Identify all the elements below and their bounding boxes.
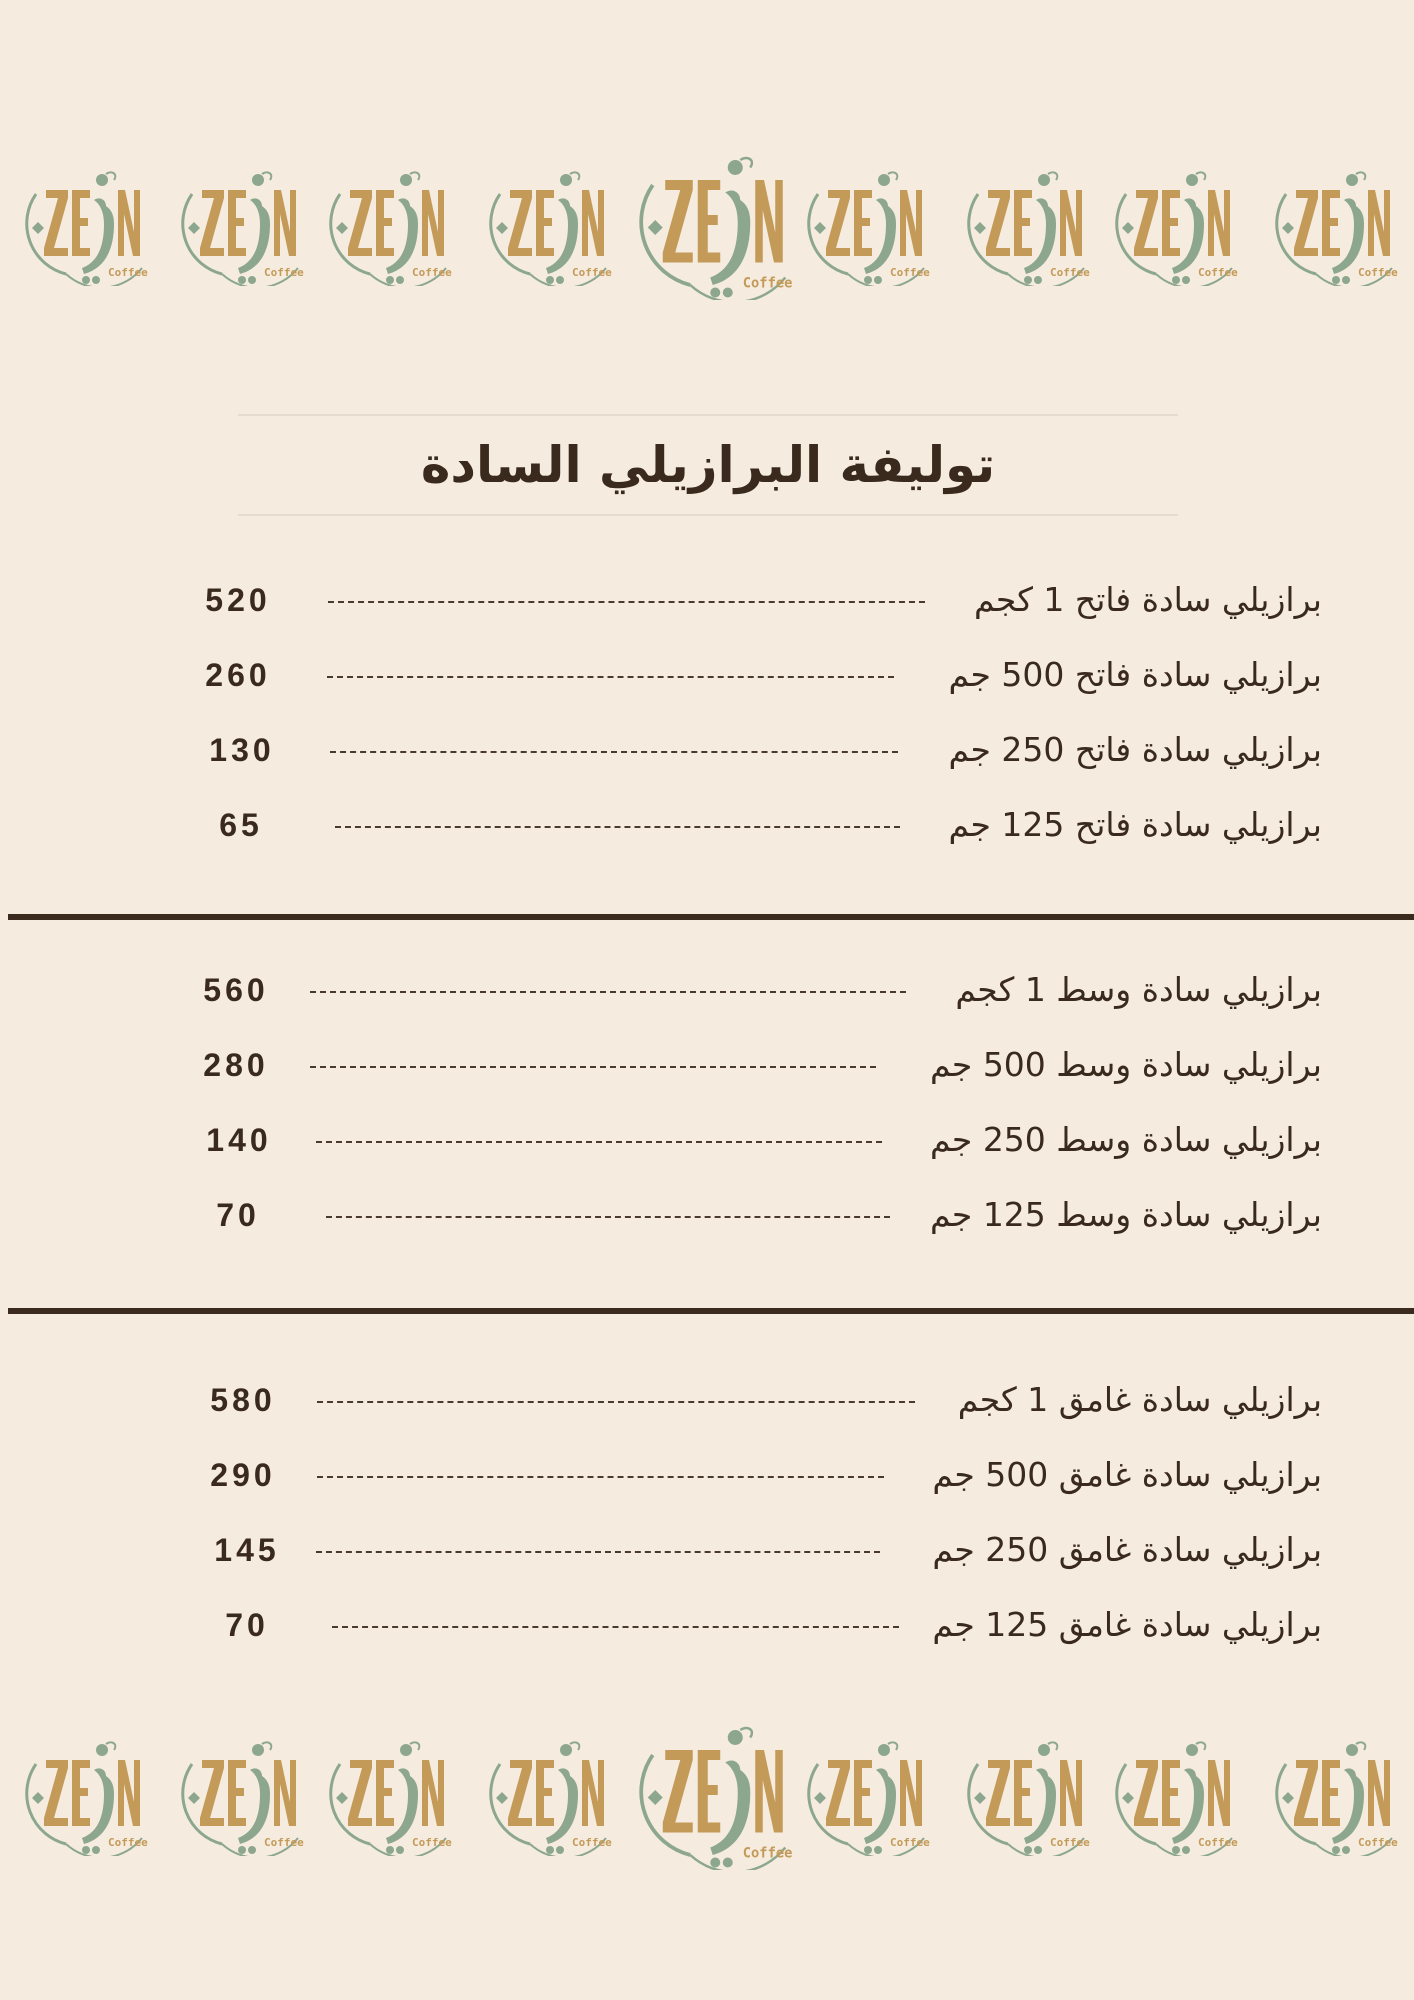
item-name: برازيلي سادة فاتح 125 جم xyxy=(948,805,1322,844)
item-name: برازيلي سادة غامق 500 جم xyxy=(932,1455,1322,1494)
item-price: 70 xyxy=(216,1197,260,1233)
svg-text:Coffee: Coffee xyxy=(1050,1836,1090,1849)
menu-row xyxy=(0,720,1414,780)
title-rule-bottom xyxy=(238,514,1178,516)
dotted-leader xyxy=(332,1626,899,1628)
item-name: برازيلي سادة غامق 125 جم xyxy=(932,1605,1322,1644)
menu-row xyxy=(0,1445,1414,1505)
svg-text:Coffee: Coffee xyxy=(1358,266,1398,279)
svg-text:Coffee: Coffee xyxy=(1198,1836,1238,1849)
item-price: 280 xyxy=(203,1047,269,1083)
zein-coffee-logo xyxy=(1272,166,1398,290)
zein-coffee-logo xyxy=(22,1736,148,1860)
item-name: برازيلي سادة فاتح 1 كجم xyxy=(973,580,1322,619)
zein-coffee-logo xyxy=(326,1736,452,1860)
dotted-leader xyxy=(310,991,906,993)
zein-coffee-logo xyxy=(804,1736,930,1860)
svg-text:Coffee: Coffee xyxy=(264,266,304,279)
item-price: 560 xyxy=(203,972,269,1008)
svg-text:Coffee: Coffee xyxy=(1050,266,1090,279)
item-name: برازيلي سادة وسط 250 جم xyxy=(929,1120,1322,1159)
svg-text:Coffee: Coffee xyxy=(108,266,148,279)
zein-coffee-logo xyxy=(804,166,930,290)
dotted-leader xyxy=(326,1216,890,1218)
svg-text:Coffee: Coffee xyxy=(572,1836,612,1849)
zein-coffee-logo xyxy=(634,1720,794,1874)
menu-row xyxy=(0,1035,1414,1095)
zein-coffee-logo xyxy=(964,166,1090,290)
svg-text:Coffee: Coffee xyxy=(412,1836,452,1849)
menu-row xyxy=(0,645,1414,705)
section-divider xyxy=(8,914,1414,920)
svg-text:Coffee: Coffee xyxy=(890,1836,930,1849)
zein-coffee-logo xyxy=(178,166,304,290)
zein-coffee-logo xyxy=(1112,1736,1238,1860)
svg-text:Coffee: Coffee xyxy=(1358,1836,1398,1849)
zein-coffee-logo xyxy=(964,1736,1090,1860)
item-price: 130 xyxy=(209,732,275,768)
zein-coffee-logo xyxy=(178,1736,304,1860)
item-name: برازيلي سادة فاتح 250 جم xyxy=(948,730,1322,769)
item-price: 520 xyxy=(205,582,271,618)
dotted-leader xyxy=(317,1401,915,1403)
zein-coffee-logo xyxy=(486,166,612,290)
dotted-leader xyxy=(310,1066,876,1068)
logo-row-bottom xyxy=(0,1730,1414,1890)
item-price: 145 xyxy=(214,1532,280,1568)
menu-row xyxy=(0,1185,1414,1245)
item-price: 290 xyxy=(210,1457,276,1493)
svg-text:Coffee: Coffee xyxy=(1198,266,1238,279)
item-name: برازيلي سادة فاتح 500 جم xyxy=(948,655,1322,694)
menu-row xyxy=(0,1370,1414,1430)
zein-coffee-logo xyxy=(1112,166,1238,290)
svg-text:Coffee: Coffee xyxy=(890,266,930,279)
menu-row xyxy=(0,795,1414,855)
item-name: برازيلي سادة وسط 500 جم xyxy=(929,1045,1322,1084)
svg-text:Coffee: Coffee xyxy=(412,266,452,279)
svg-text:Coffee: Coffee xyxy=(108,1836,148,1849)
svg-text:Coffee: Coffee xyxy=(742,275,793,292)
dotted-leader xyxy=(335,826,900,828)
dotted-leader xyxy=(317,1476,884,1478)
zein-coffee-logo xyxy=(1272,1736,1398,1860)
item-name: برازيلي سادة وسط 1 كجم xyxy=(955,970,1322,1009)
menu-row xyxy=(0,1520,1414,1580)
menu-row xyxy=(0,570,1414,630)
item-name: برازيلي سادة وسط 125 جم xyxy=(929,1195,1322,1234)
zein-coffee-logo xyxy=(634,150,794,304)
dotted-leader xyxy=(316,1141,882,1143)
dotted-leader xyxy=(327,676,894,678)
item-price: 580 xyxy=(210,1382,276,1418)
page-title: توليفة البرازيلي السادة xyxy=(420,436,996,494)
svg-text:Coffee: Coffee xyxy=(572,266,612,279)
menu-row xyxy=(0,1110,1414,1170)
item-name: برازيلي سادة غامق 1 كجم xyxy=(957,1380,1322,1419)
item-price: 65 xyxy=(219,807,263,843)
dotted-leader xyxy=(316,1551,880,1553)
menu-row xyxy=(0,960,1414,1020)
item-price: 140 xyxy=(206,1122,272,1158)
svg-text:Coffee: Coffee xyxy=(742,1845,793,1862)
title-rule-top xyxy=(238,414,1178,416)
title-block xyxy=(238,414,1178,518)
section-divider xyxy=(8,1308,1414,1314)
item-name: برازيلي سادة غامق 250 جم xyxy=(932,1530,1322,1569)
svg-text:Coffee: Coffee xyxy=(264,1836,304,1849)
zein-coffee-logo xyxy=(22,166,148,290)
zein-coffee-logo xyxy=(326,166,452,290)
item-price: 70 xyxy=(225,1607,269,1643)
menu-row xyxy=(0,1595,1414,1655)
item-price: 260 xyxy=(205,657,271,693)
logo-row-top xyxy=(0,160,1414,320)
zein-coffee-logo xyxy=(486,1736,612,1860)
dotted-leader xyxy=(328,601,925,603)
dotted-leader xyxy=(330,751,898,753)
